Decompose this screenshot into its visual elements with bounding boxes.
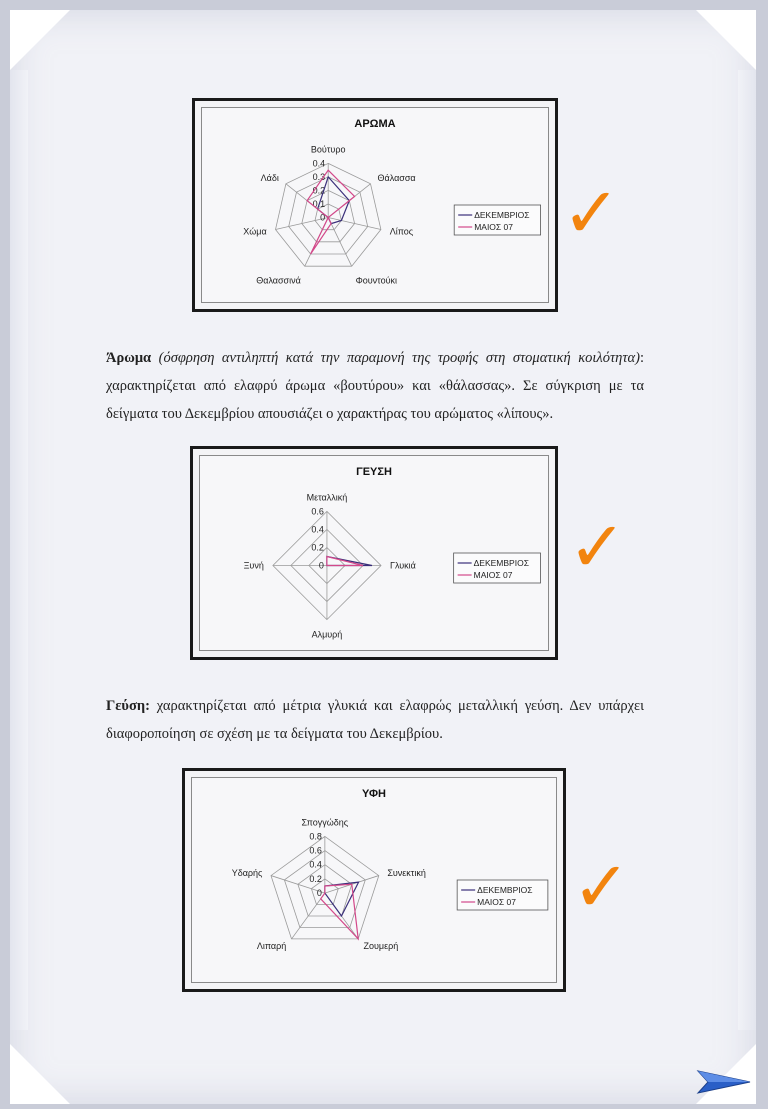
next-arrow-icon[interactable] <box>696 1067 752 1097</box>
axis-label: Θαλασσινά <box>256 275 301 286</box>
taste-term: Γεύση: <box>106 698 150 714</box>
tick-label: 0.2 <box>311 542 324 553</box>
tick-label: 0 <box>316 888 322 899</box>
page-edge-left <box>10 70 28 1030</box>
tick-label: 0.2 <box>312 185 326 196</box>
axis-label: Ξυνή <box>243 560 264 571</box>
axis-label: Ζουμερή <box>363 941 399 952</box>
check-icon: ✓ <box>572 846 631 928</box>
taste-body: χαρακτηρίζεται από μέτρια γλυκιά και ελαφρώς μεταλλική γεύση. Δεν υπάρχει διαφοροποίηση σε σχέση με τα δείγματα του Δεκεμβρίου. <box>106 698 644 742</box>
tick-label: 0.1 <box>312 198 326 209</box>
tick-label: 0.4 <box>309 859 322 870</box>
texture-chart-svg <box>185 771 563 989</box>
tick-label: 0 <box>318 560 324 571</box>
axis-label: Θάλασσα <box>377 173 416 184</box>
axis-label: Χώμα <box>243 226 267 237</box>
legend-entry: ΜΑΙΟΣ 07 <box>477 897 516 907</box>
texture-chart <box>182 768 566 992</box>
axis-label: Σπογγώδης <box>301 817 349 828</box>
aroma-chart <box>192 98 558 312</box>
axis-label: Λίπος <box>389 226 414 237</box>
tick-label: 0.6 <box>309 845 322 856</box>
check-icon: ✓ <box>562 172 621 254</box>
legend-entry: ΜΑΙΟΣ 07 <box>474 222 513 232</box>
axis-label: Βούτυρο <box>310 144 346 155</box>
axis-label: Υδαρής <box>231 867 263 878</box>
legend-entry: ΔΕΚΕΜΒΡΙΟΣ <box>477 885 533 895</box>
axis-label: Συνεκτική <box>387 867 426 878</box>
axis-label: Μεταλλική <box>306 492 348 503</box>
series-line <box>327 557 363 566</box>
legend-entry: ΜΑΙΟΣ 07 <box>473 570 513 580</box>
chart-title: ΥΦΗ <box>362 788 386 800</box>
tick-label: 0.4 <box>311 524 324 535</box>
taste-chart-svg <box>193 449 555 657</box>
page-corner-top-left <box>10 10 70 70</box>
chart-title: ΓΕΥΣΗ <box>356 466 392 478</box>
aroma-chart-svg <box>195 101 555 309</box>
axis-label: Φουντούκι <box>355 275 398 286</box>
tick-label: 0.3 <box>312 171 326 182</box>
tick-label: 0 <box>320 212 326 223</box>
chart-title: ΑΡΩΜΑ <box>354 118 396 130</box>
legend-entry: ΔΕΚΕΜΒΡΙΟΣ <box>473 558 529 568</box>
tick-label: 0.4 <box>312 158 326 169</box>
page-corner-bottom-left <box>10 1044 70 1104</box>
page-corner-top-right <box>696 10 756 70</box>
axis-label: Αλμυρή <box>311 629 343 640</box>
legend-entry: ΔΕΚΕΜΒΡΙΟΣ <box>474 210 530 220</box>
axis-label: Λιπαρή <box>256 941 287 952</box>
page-edge-right <box>738 70 756 1030</box>
aroma-definition: (όσφρηση αντιληπτή κατά την παραμονή της τροφής στη στοματική κοιλότητα) <box>158 350 640 366</box>
taste-chart <box>190 446 558 660</box>
axis-label: Γλυκιά <box>390 560 416 571</box>
aroma-term: Άρωμα <box>106 350 152 366</box>
tick-label: 0.2 <box>309 873 322 884</box>
check-icon: ✓ <box>568 506 627 588</box>
tick-label: 0.8 <box>309 831 322 842</box>
tick-label: 0.6 <box>311 506 324 517</box>
aroma-body: : χαρακτηρίζεται από ελαφρύ άρωμα «βουτύρου» και «θάλασσας». Σε σύγκριση με τα δείγματα του Δεκεμβρίου απουσιάζει ο χαρακτήρας του αρώματος «λίπους». <box>106 350 645 422</box>
taste-paragraph <box>106 692 644 748</box>
aroma-paragraph <box>106 344 644 428</box>
axis-label: Λάδι <box>260 173 279 184</box>
